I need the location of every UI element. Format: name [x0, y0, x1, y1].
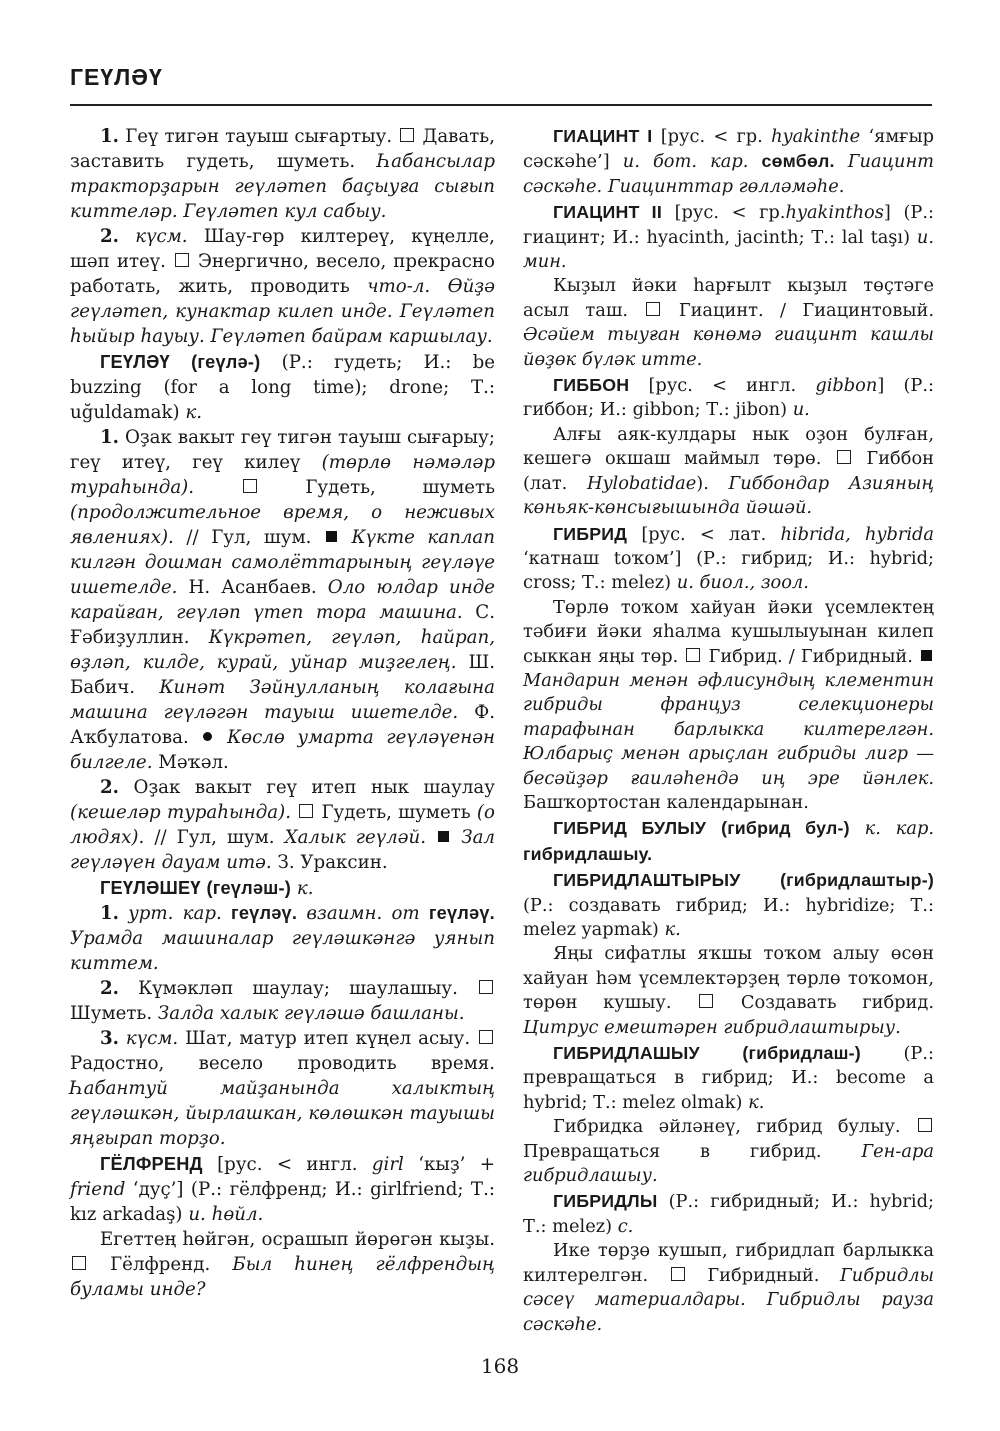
sense-paragraph: Егеттең һөйгән, осрашып йөрөгән кыҙы. Гёлфренд. Был һинең гёлфрендың буламы инде?: [70, 1229, 495, 1300]
headword: ГЕҮЛӘШЕҮ: [100, 878, 201, 898]
sense-paragraph: 3. күсм. Шат, матур итеп күңел асыу. Радостно, весело проводить время. Һабантуй майҙанында халыктың геүләшкән, йырлашкан, көлөшкән тауышы яңғырап торҙо.: [70, 1028, 495, 1149]
sense-paragraph: 2. Оҙак вакыт геү итеп нык шаулау (кешеләр тураһында). Гудеть, шуметь (о людях). // Гул, шум. Халык геүләй. Зал геүләүен дауам итә. З. Ураксин.: [70, 777, 495, 873]
sense-paragraph: 2. күсм. Шау-гөр килтереү, күңелле, шәп итеү. Энергично, весело, прекрасно работать, жить, проводить что-л. Өйҙә геүләтеп, кунактар килеп инде. Геүләтеп һыйыр һауыу. Геүләтеп байрам каршылау.: [70, 226, 495, 347]
headword: ГИБРИД: [553, 523, 628, 544]
sense-paragraph: Төрлө тоҡом хайуан йәки үсемлектең тәбиғи йәки яһалма кушылыуынан килеп сыккан яңы төр. Гибрид. / Гибридный. Мандарин менән әфлисундың клементин гибриды француз селекционеры тарафынан барлыкка килтерелгән. Юлбарыҫ менән арыҫлан гибриды лигр — бесәйҙәр ғаиләһендә иң эре йәнлек. Башҡортостан календарынан.: [523, 596, 934, 813]
literary-example-icon: [326, 531, 337, 542]
dictionary-entry: ГИББОН [рус. < ингл. gibbon] (Р.: гиббон; И.: gibbon; Т.: jibon) и.: [523, 375, 935, 421]
sense-paragraph: 1. урт. кар. геүләү. взаимн. от геүләү. Урамда машиналар геүләшкәнгә уянып киттем.: [70, 903, 495, 974]
headword: ГИБРИДЛАШЫУ: [553, 1043, 700, 1064]
headword: ГЕҮЛӘҮ: [100, 352, 170, 372]
sense-paragraph: 1. Геү тигән тауыш сығартыу. Давать, заставить гудеть, шуметь. Һабансылар тракторҙарын геүләтеп баҫыуға сығып киттеләр. Геүләтеп кул сабыу.: [70, 126, 495, 222]
left-column: [70, 124, 495, 1302]
literary-example-icon: [921, 650, 932, 661]
headword: ГИАЦИНТ I: [553, 126, 653, 146]
translation-marker-icon: [686, 648, 700, 662]
dictionary-entry: ГИАЦИНТ II [рус. < гр.hyakinthos] (Р.: гиацинт; И.: hyacinth, jacinth; Т.: lal taşı) и. мин.: [523, 202, 934, 273]
sense-paragraph: Кыҙыл йәки һарғылт кыҙыл төҫтәге асыл таш. Гиацинт. / Гиацинтовый. Әсәйем тыуған көнөмә гиацинт кашлы йөҙөк бүләк итте.: [523, 275, 935, 370]
headword: ГИБРИДЛЫ: [553, 1191, 658, 1212]
headword: ГИББОН: [553, 375, 630, 396]
translation-marker-icon: [479, 1030, 493, 1044]
sense-paragraph: 2. Күмәкләп шаулау; шаулашыу. Шуметь. Залда халык геүләшә башланы.: [70, 976, 495, 1026]
headword: ГИБРИД БУЛЫУ: [553, 818, 707, 839]
translation-marker-icon: [400, 128, 414, 142]
sense-paragraph: Яңы сифатлы яҡшы тоҡом алыу өсөн хайуан һәм үсемлектәрҙең төрлө тоҡомон, төрөн кушыу. Создавать гибрид. Цитрус емештәрен гибридлаштырыу.: [523, 943, 934, 1038]
headword: ГЁЛФРЕНД: [100, 1154, 203, 1174]
dictionary-entry: ГЁЛФРЕНД [рус. < ингл. girl ‘кыҙ’ + friend ‘дуҫ’] (Р.: гёлфренд; И.: girlfriend; Т.: kız arkadaş) и. һөйл.: [70, 1154, 495, 1225]
dictionary-entry: ГЕҮЛӘҮ (геүлә-) (Р.: гудеть; И.: be buzzing (for a long time); drone; Т.: uğuldamak) к.: [70, 352, 495, 423]
dictionary-entry: ГИБРИДЛАШЫУ (гибридлаш-) (Р.: превращаться в гибрид; И.: become a hybrid; Т.: melez olmak) к.: [523, 1043, 934, 1113]
translation-marker-icon: [479, 980, 493, 994]
right-column: [523, 124, 934, 1337]
sense-paragraph: 1. Оҙак вакыт геү тигән тауыш сығарыу; геү итеү, геү килеү (төрлө нәмәләр тураһында). Гудеть, шуметь (продолжительное время, о неживых явлениях). // Гул, шум. Күкте каплап килгән дошман самолёттарының геүләүе ишетелде. Н. Асанбаев. Оло юлдар инде карайған, геүләп үтеп тора машина. С. Ғәбиҙуллин. Күкрәтеп, геүләп, һайрап, өҙләп, килде, курай, уйнар миҙгелең. Ш. Бабич. Кинәт Зәйнулланың колағына машина геүләгән тауыш ишетелде. Ф. Аҡбулатова. Көслө умарта геүләүенән билгеле. Мәҡәл.: [70, 427, 495, 773]
sense-paragraph: Ике төрҙө кушып, гибридлап барлыкка килтерелгән. Гибридный. Гибридлы сәсеү материалдары. Гибридлы рауза сәскәһе.: [523, 1240, 935, 1335]
running-head: ГЕҮЛӘҮ: [70, 64, 163, 90]
dictionary-entry: ГЕҮЛӘШЕҮ (геүләш-) к.: [100, 878, 314, 899]
headword: ГИАЦИНТ II: [553, 202, 662, 223]
translation-marker-icon: [299, 804, 313, 818]
translation-marker-icon: [243, 479, 257, 493]
header-rule: [70, 104, 932, 106]
translation-marker-icon: [175, 253, 189, 267]
translation-marker-icon: [699, 994, 713, 1008]
dictionary-entry: ГИБРИД [рус. < лат. hibrida, hybrida ‘катнаш toҡом’] (Р.: гибрид; И.: hybrid; cross; Т.: melez) и. биол., зоол.: [523, 523, 934, 594]
translation-marker-icon: [918, 1118, 932, 1132]
headword: ГИБРИДЛАШТЫРЫУ: [553, 870, 741, 891]
dictionary-entry: ГИБРИДЛАШТЫРЫУ (гибридлаштыр-) (Р.: создавать гибрид; И.: hybridize; Т.: melez yapmak) к.: [523, 870, 934, 940]
translation-marker-icon: [837, 450, 851, 464]
dictionary-entry: ГИБРИДЛЫ (Р.: гибридный; И.: hybrid; Т.: melez) с.: [523, 1191, 934, 1237]
translation-marker-icon: [72, 1256, 86, 1270]
sense-paragraph: Гибридка әйләнеү, гибрид булыу. Превращаться в гибрид. Ген-ара гибридлашыу.: [523, 1116, 934, 1187]
translation-marker-icon: [671, 1267, 685, 1281]
proverb-marker-icon: [203, 732, 212, 741]
dictionary-entry: ГИБРИД БУЛЫУ (гибрид бул-) к. кар. гибридлашыу.: [523, 818, 935, 864]
dictionary-entry: ГИАЦИНТ I [рус. < гр. hyakinthe ‘ямғыр сәскәһе’] и. бот. кар. сөмбөл. Гиацинт сәскәһе. Гиацинттар гөлләмәһе.: [523, 126, 935, 197]
literary-example-icon: [438, 831, 449, 842]
page-number: 168: [480, 1354, 520, 1378]
sense-paragraph: Алғы аяк-кулдары нык оҙон булған, кешегә окшаш маймыл төрө. Гиббон (лат. Hylobatidae). Гиббондар Азияның көньяк-көнсығышында йәшәй.: [523, 423, 935, 519]
translation-marker-icon: [646, 302, 660, 316]
